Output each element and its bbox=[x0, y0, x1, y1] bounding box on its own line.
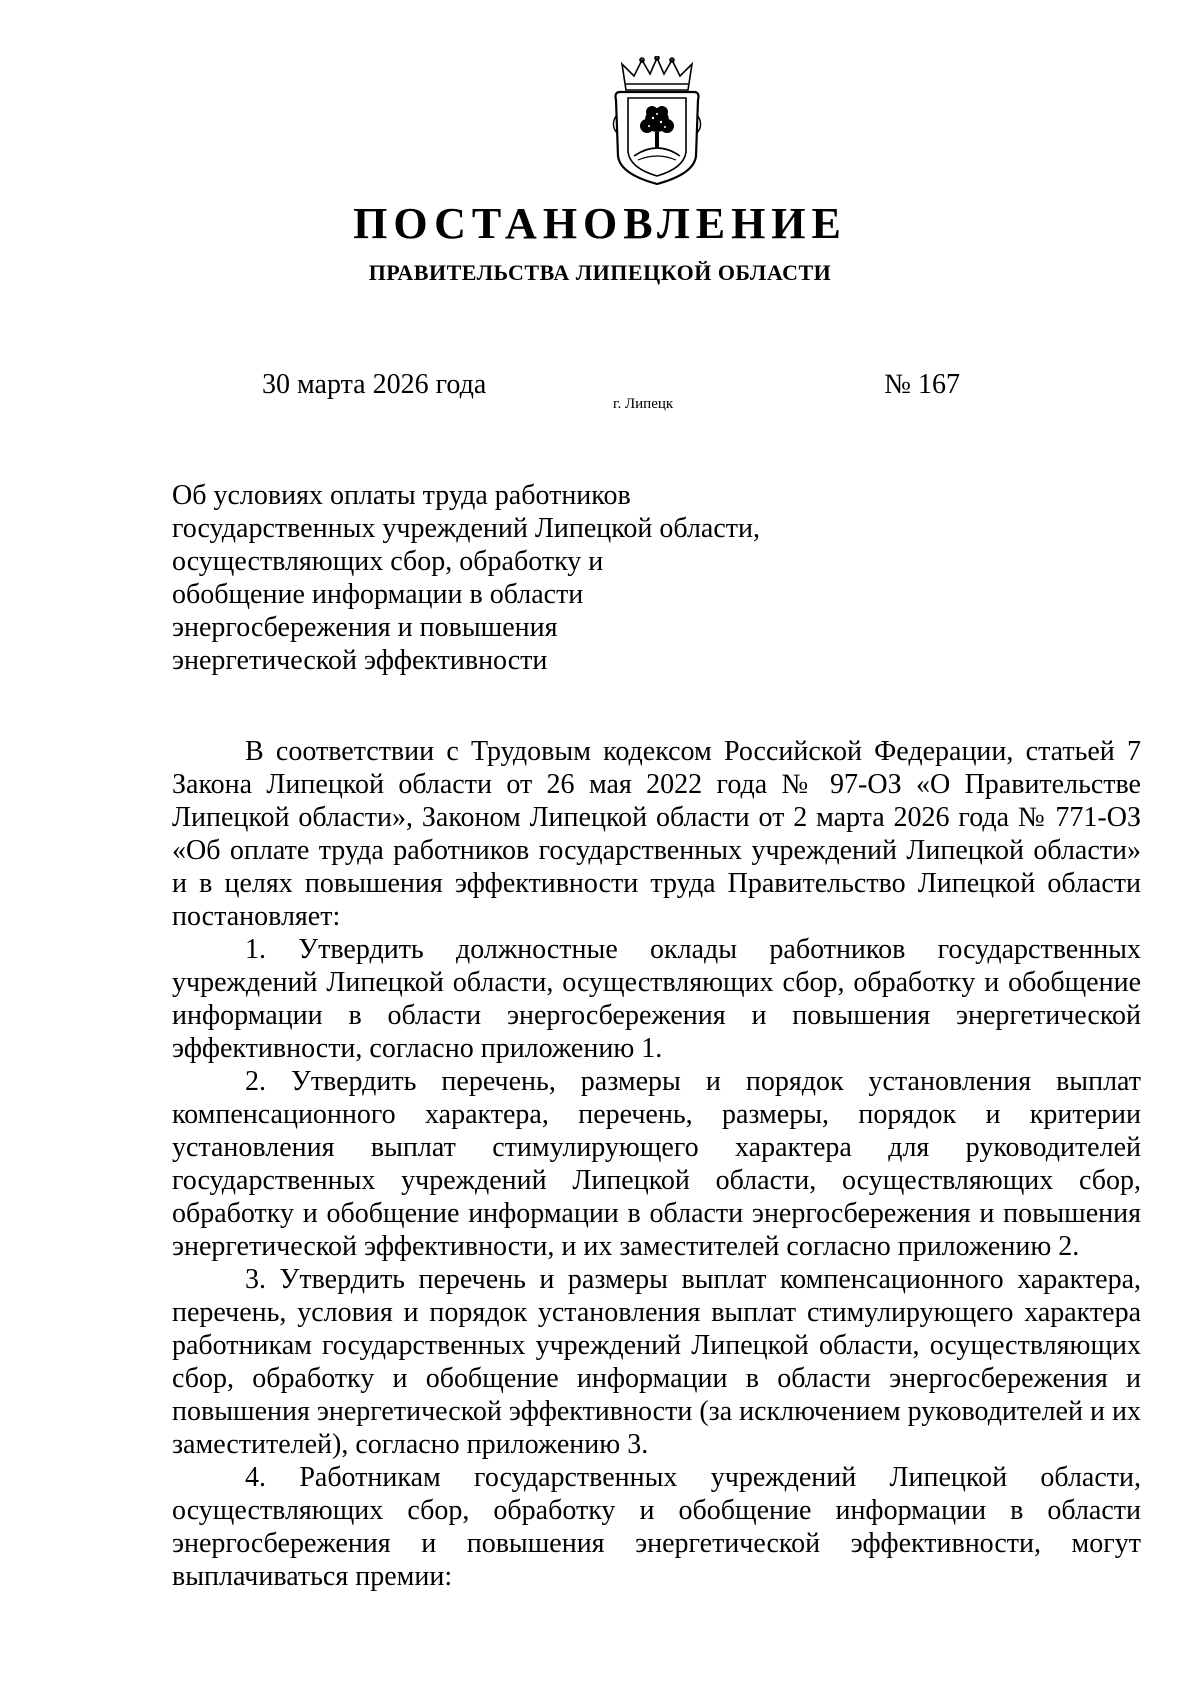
document-date: 30 марта 2026 года bbox=[262, 369, 487, 400]
preamble-paragraph: В соответствии с Трудовым кодексом Российской Федерации, статьей 7 Закона Липецкой области от 26 мая 2022 года № 97-ОЗ «О Правительстве Липецкой области», Законом Липецкой области от 2 марта 2026 года № 771-ОЗ «Об оплате труда работников государственных учреждений Липецкой области» и в целях повышения эффективности труда Правительство Липецкой области постановляет: bbox=[172, 736, 1141, 932]
clause-1-paragraph: 1. Утвердить должностные оклады работников государственных учреждений Липецкой области, осуществляющих сбор, обработку и обобщение информации в области энергосбережения и повышения энергетической эффективности, согласно приложению 1. bbox=[172, 934, 1141, 1064]
clause-3-paragraph: 3. Утвердить перечень и размеры выплат компенсационного характера, перечень, условия и порядок установления выплат стимулирующего характера работникам государственных учреждений Липецкой области, осуществляющих сбор, обработку и обобщение информации в области энергосбережения и повышения энергетической эффективности (за исключением руководителей и их заместителей), согласно приложению 3. bbox=[172, 1264, 1141, 1460]
document-type-title: ПОСТАНОВЛЕНИЕ bbox=[353, 199, 847, 248]
heading-line: осуществляющих сбор, обработку и bbox=[172, 546, 604, 577]
clause-4-paragraph: 4. Работникам государственных учреждений Липецкой области, осуществляющих сбор, обработку и обобщение информации в области энергосбережения и повышения энергетической эффективности, могут выплачиваться премии: bbox=[172, 1462, 1141, 1592]
document-number: № 167 bbox=[884, 369, 960, 400]
heading-line: государственных учреждений Липецкой области, bbox=[172, 513, 760, 544]
heading-line: Об условиях оплаты труда работников bbox=[172, 480, 631, 511]
heading-line: энергетической эффективности bbox=[172, 645, 548, 676]
clause-2-paragraph: 2. Утвердить перечень, размеры и порядок установления выплат компенсационного характера, перечень, размеры, порядок и критерии установления выплат стимулирующего характера для руководителей государственных учреждений Липецкой области, осуществляющих сбор, обработку и обобщение информации в области энергосбережения и повышения энергетической эффективности, и их заместителей согласно приложению 2. bbox=[172, 1066, 1141, 1262]
document-city: г. Липецк bbox=[613, 396, 674, 412]
heading-line: обобщение информации в области bbox=[172, 579, 584, 610]
document-body bbox=[172, 735, 1141, 1593]
coat-of-arms-icon bbox=[612, 56, 702, 186]
heading-line: энергосбережения и повышения bbox=[172, 612, 558, 643]
document-subject-heading bbox=[172, 479, 872, 677]
issuing-authority: ПРАВИТЕЛЬСТВА ЛИПЕЦКОЙ ОБЛАСТИ bbox=[368, 260, 832, 285]
